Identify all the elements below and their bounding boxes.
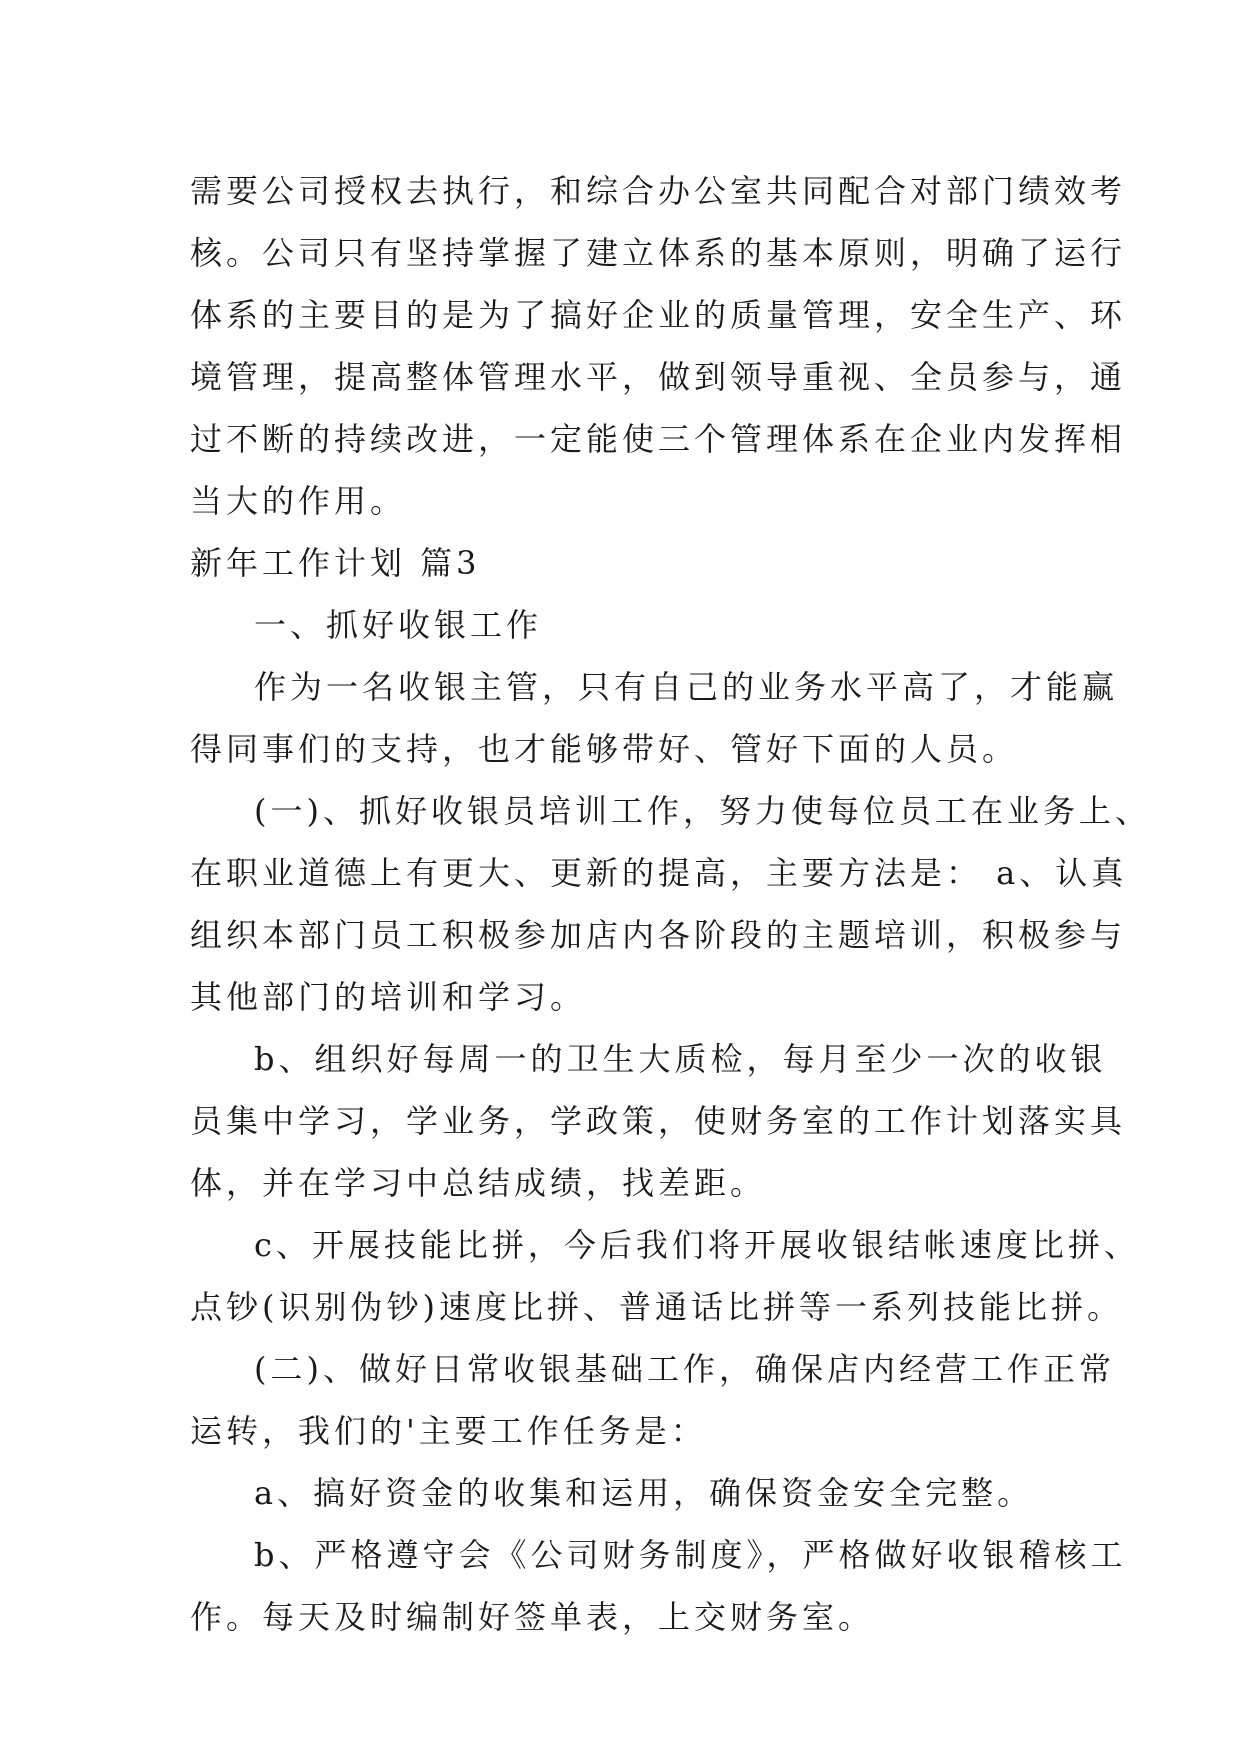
text-line: 作。每天及时编制好签单表，上交财务室。 — [190, 1598, 875, 1636]
section-heading: 新年工作计划 篇3 — [190, 544, 481, 582]
text-line: 其他部门的培训和学习。 — [190, 978, 587, 1016]
text-line: 境管理，提高整体管理水平，做到领导重视、全员参与，通 — [190, 358, 1127, 396]
text-line: 作为一名收银主管，只有自己的业务水平高了，才能赢 — [254, 668, 1119, 706]
text-line: a、搞好资金的收集和运用，确保资金安全完整。 — [254, 1474, 1034, 1512]
text-line: 组织本部门员工积极参加店内各阶段的主题培训，积极参与 — [190, 916, 1127, 954]
text-line: c、开展技能比拼，今后我们将开展收银结帐速度比拼、 — [254, 1226, 1140, 1264]
text-line: b、严格遵守会《公司财务制度》，严格做好收银稽核工 — [254, 1536, 1127, 1574]
text-line: 运转，我们的'主要工作任务是： — [190, 1412, 707, 1450]
document-page — [190, 160, 1151, 1648]
subsection-heading: 一、抓好收银工作 — [254, 606, 543, 644]
text-line: b、组织好每周一的卫生大质检，每月至少一次的收银 — [254, 1040, 1107, 1078]
text-line: 得同事们的支持，也才能够带好、管好下面的人员。 — [190, 730, 1019, 768]
text-line: 当大的作用。 — [190, 482, 407, 520]
text-line: 核。公司只有坚持掌握了建立体系的基本原则，明确了运行 — [190, 234, 1127, 272]
text-line: 需要公司授权去执行，和综合办公室共同配合对部门绩效考 — [190, 172, 1127, 210]
text-line: 在职业道德上有更大、更新的提高，主要方法是： a、认真 — [190, 854, 1128, 892]
text-line: 点钞(识别伪钞)速度比拼、普通话比拼等一系列技能比拼。 — [190, 1288, 1123, 1326]
text-line: 员集中学习，学业务，学政策，使财务室的工作计划落实具 — [190, 1102, 1127, 1140]
text-line: (一)、抓好收银员培训工作，努力使每位员工在业务上、 — [254, 792, 1151, 830]
text-line: (二)、做好日常收银基础工作，确保店内经营工作正常 — [254, 1350, 1115, 1388]
text-line: 体，并在学习中总结成绩，找差距。 — [190, 1164, 767, 1202]
text-line: 过不断的持续改进，一定能使三个管理体系在企业内发挥相 — [190, 420, 1127, 458]
text-line: 体系的主要目的是为了搞好企业的质量管理，安全生产、环 — [190, 296, 1127, 334]
